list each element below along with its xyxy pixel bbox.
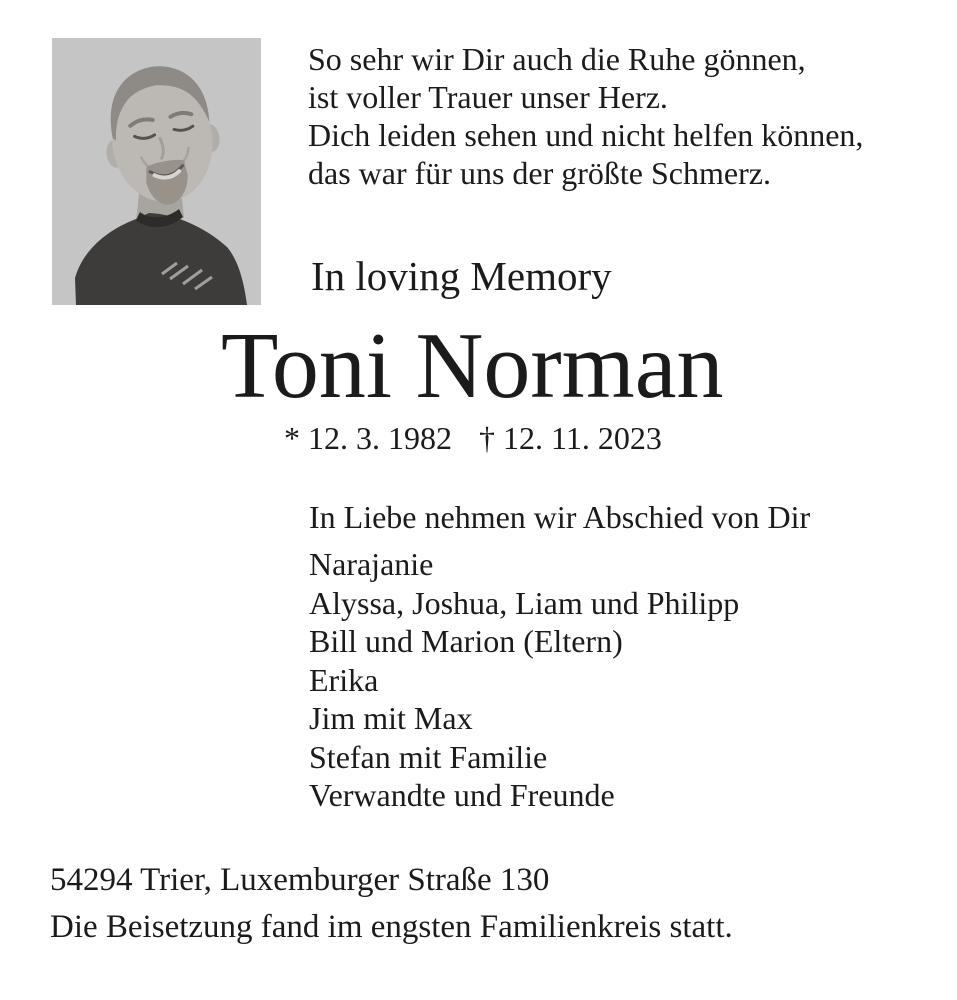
mourners-list <box>309 545 739 815</box>
mourning-verse <box>308 40 863 192</box>
verse-line-4: das war für uns der größte Schmerz. <box>308 155 771 191</box>
deceased-name: Toni Norman <box>221 314 724 418</box>
person-portrait-illustration <box>52 38 261 305</box>
mourner-6: Stefan mit Familie <box>309 738 548 775</box>
mourner-4: Erika <box>309 661 379 698</box>
mourner-3: Bill und Marion (Eltern) <box>309 623 623 659</box>
birth-date: * 12. 3. 1982 <box>284 420 452 456</box>
mourner-1: Narajanie <box>309 546 434 582</box>
verse-line-1: So sehr wir Dir auch die Ruhe gönnen, <box>308 41 806 77</box>
verse-line-2: ist voller Trauer unser Herz. <box>308 79 668 115</box>
burial-note: Die Beisetzung fand im engsten Familienkreis statt. <box>50 909 733 945</box>
farewell-intro: In Liebe nehmen wir Abschied von Dir <box>309 499 811 535</box>
mourner-2: Alyssa, Joshua, Liam und Philipp <box>309 584 740 621</box>
address-line: 54294 Trier, Luxemburger Straße 130 <box>50 862 550 898</box>
mourner-5: Jim mit Max <box>309 700 473 736</box>
mourner-7: Verwandte und Freunde <box>309 777 615 813</box>
life-dates <box>284 419 662 457</box>
death-date: † 12. 11. 2023 <box>479 420 662 456</box>
portrait-photo <box>52 38 261 305</box>
verse-line-3: Dich leiden sehen und nicht helfen können, <box>308 117 864 153</box>
memorial-heading: In loving Memory <box>311 253 612 299</box>
